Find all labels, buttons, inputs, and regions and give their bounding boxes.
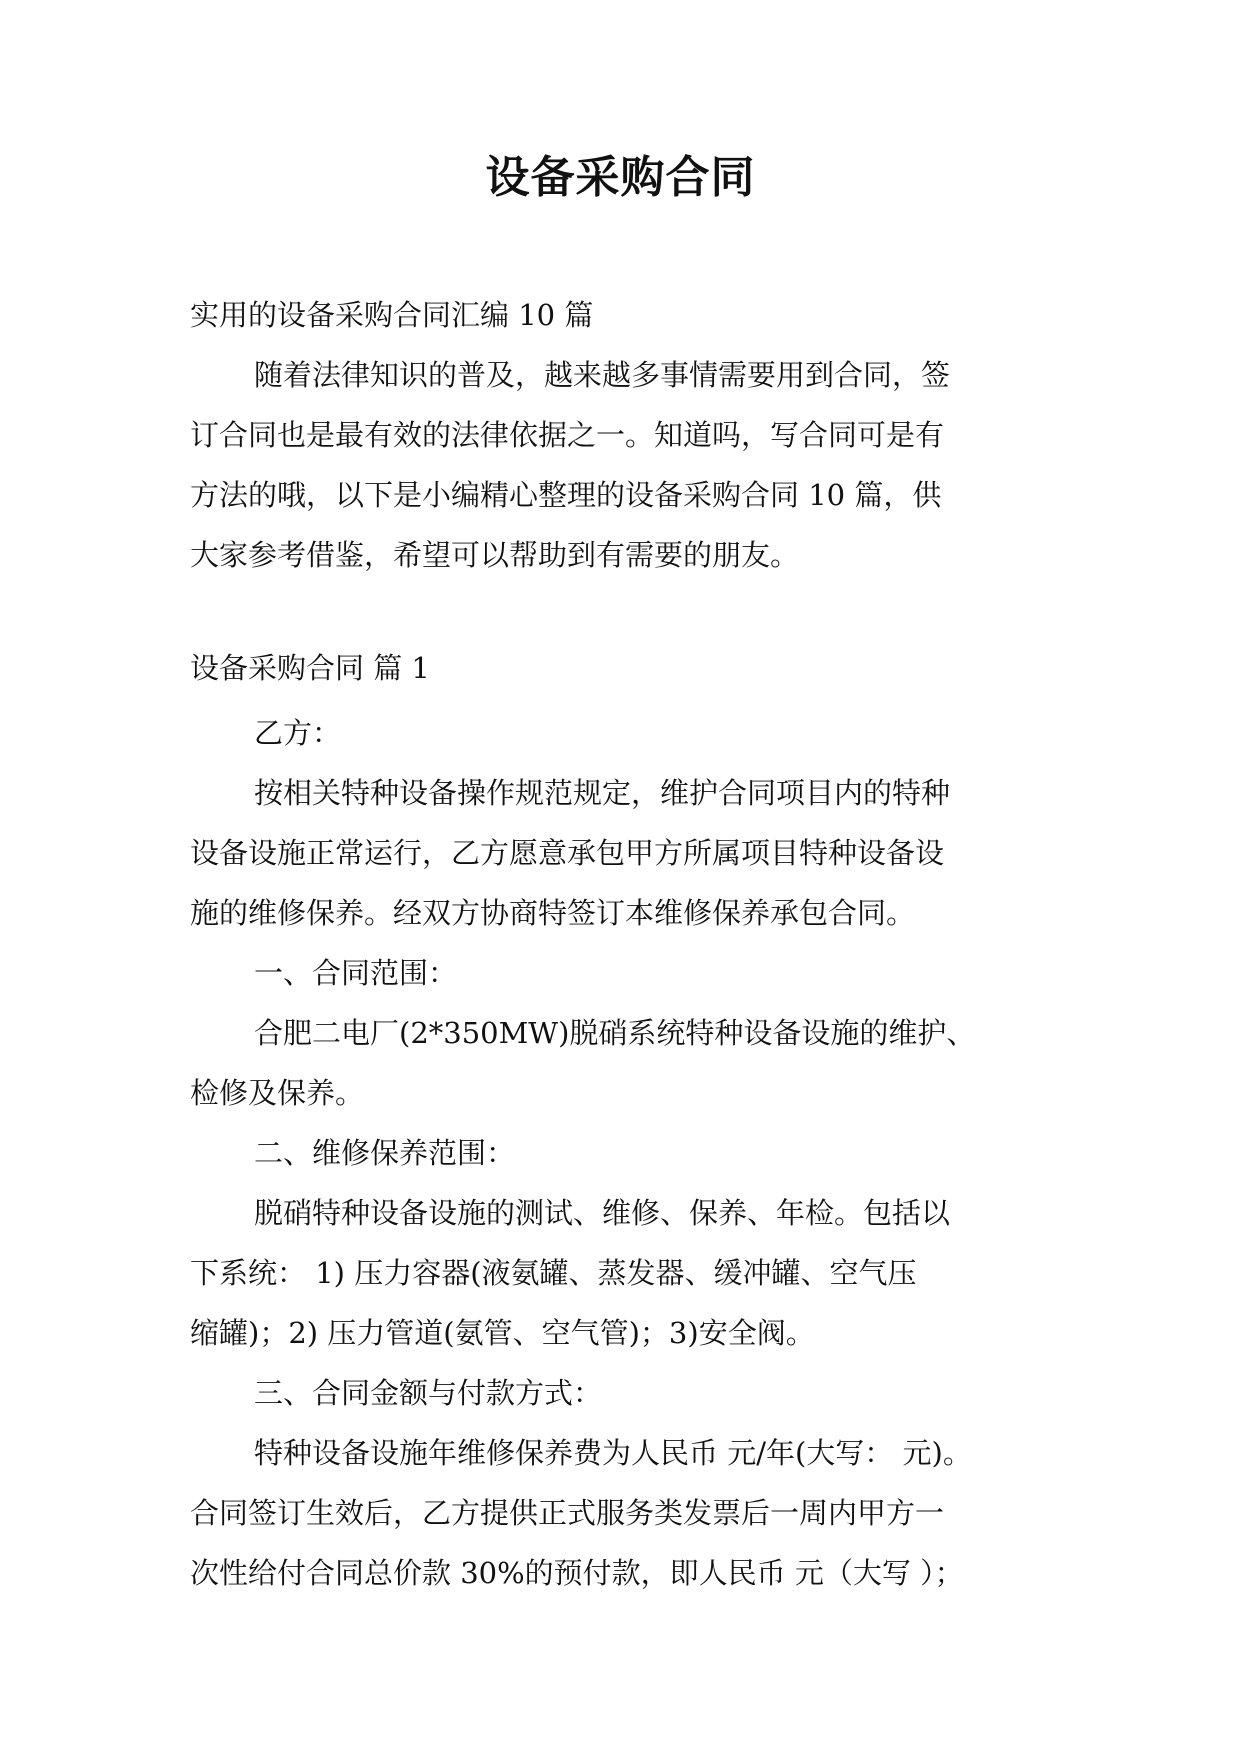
section-line-11: 缩罐)；2) 压力管道(氨管、空气管)；3)安全阀。 [190, 1316, 815, 1350]
section-heading: 设备采购合同 篇 1 [190, 651, 430, 685]
section-line-10: 下系统： 1) 压力容器(液氨罐、蒸发器、缓冲罐、空气压 [190, 1256, 917, 1290]
section-line-2: 按相关特种设备操作规范规定，维护合同项目内的特种 [254, 776, 951, 810]
intro-line-1: 随着法律知识的普及，越来越多事情需要用到合同，签 [254, 358, 951, 392]
section-line-9: 脱硝特种设备设施的测试、维修、保养、年检。包括以 [254, 1196, 951, 1230]
document-subtitle: 实用的设备采购合同汇编 10 篇 [190, 298, 594, 332]
contract-scope-heading: 一、合同范围： [254, 956, 458, 990]
document-title: 设备采购合同 [485, 152, 756, 203]
section-line-6: 合肥二电厂(2*350MW)脱硝系统特种设备设施的维护、 [254, 1016, 976, 1050]
maintenance-scope-heading: 二、维修保养范围： [254, 1136, 516, 1170]
section-body [190, 703, 1050, 1603]
intro-paragraph [190, 345, 1050, 585]
section-line-14: 合同签订生效后，乙方提供正式服务类发票后一周内甲方一 [190, 1496, 945, 1530]
intro-line-4: 大家参考借鉴，希望可以帮助到有需要的朋友。 [190, 538, 800, 572]
section-line-4: 施的维修保养。经双方协商特签订本维修保养承包合同。 [190, 896, 916, 930]
section-line-13: 特种设备设施年维修保养费为人民币 元/年(大写： 元)。 [254, 1436, 972, 1470]
intro-line-2: 订合同也是最有效的法律依据之一。知道吗，写合同可是有 [190, 418, 945, 452]
section-line-15: 次性给付合同总价款 30%的预付款，即人民币 元（大写 ）； [190, 1556, 964, 1590]
section-line-7: 检修及保养。 [190, 1076, 365, 1110]
payment-heading: 三、合同金额与付款方式： [254, 1376, 603, 1410]
section-line-3: 设备设施正常运行，乙方愿意承包甲方所属项目特种设备设 [190, 836, 945, 870]
party-b-line: 乙方： [254, 716, 342, 750]
intro-line-3: 方法的哦，以下是小编精心整理的设备采购合同 10 篇，供 [190, 478, 942, 512]
